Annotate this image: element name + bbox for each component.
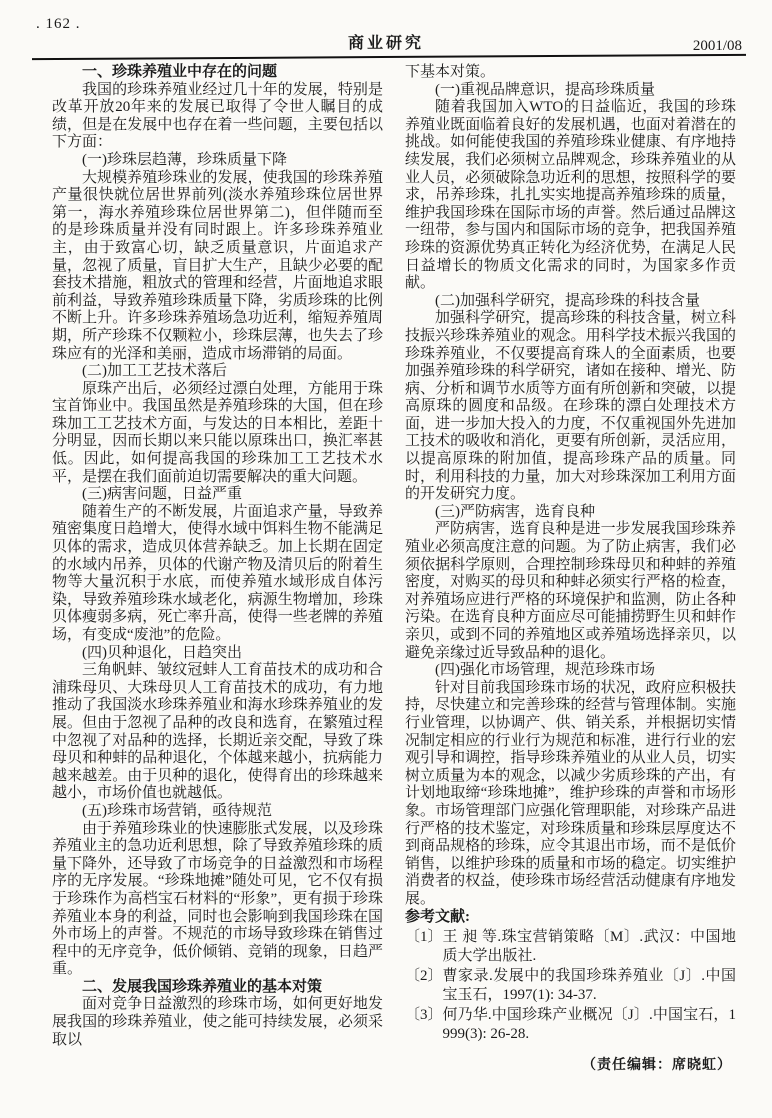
reference-label: 〔2〕: [405, 968, 443, 985]
section-heading: 二、发展我国珍珠养殖业的基本对策: [82, 978, 323, 995]
reference-label: 〔3〕: [405, 1007, 443, 1024]
editor-note: （责任编辑：席晓虹）: [582, 1058, 732, 1074]
subsection-heading: (一)重视品牌意识，提高珍珠质量: [435, 81, 655, 98]
subsection-heading: (五)珍珠市场营销，亟待规范: [82, 802, 272, 819]
paragraph: 原珠产出后，必须经过漂白处理，方能用于珠宝首饰业中。我国虽然是养殖珍珠的大国，但在珍珠加工工艺技术方面，与发达的日本相比，差距十分明显，因而长期以来只能以原珠出口，换汇率甚低。因此，如何提高我国的珍珠加工工艺技术水平，是摆在我们面前迫切需要解决的重大问题。: [52, 380, 383, 485]
issue-label: 2001/08: [692, 38, 742, 54]
left-column: [52, 64, 383, 1110]
journal-title: 商业研究: [347, 35, 424, 52]
reference-item: [405, 967, 736, 1004]
paragraph-continuation: 下基本对策。: [405, 64, 496, 80]
references-heading: 参考文献:: [405, 908, 470, 925]
subsection-heading: (二)加强科学研究，提高珍珠的科技含量: [435, 292, 700, 309]
paragraph: 面对竞争日益激烈的珍珠市场，如何更好地发展我国的珍珠养殖业，使之能可持续发展，必须采取以: [52, 996, 383, 1048]
subsection-heading: (三)严防病害，选育良种: [435, 503, 595, 520]
right-column: [405, 64, 736, 1110]
paragraph: 我国的珍珠养殖业经过几十年的发展，特别是改革开放20年来的发展已取得了令世人瞩目的成绩，但是在发展中也存在着一些问题，主要包括以下方面：: [52, 81, 383, 151]
paragraph: 由于养殖珍珠业的快速膨胀式发展，以及珍珠养殖业主的急功近利思想，除了导致养殖珍珠的质量下降外，还导致了市场竞争的日益激烈和市场程序的无序发展。“珍珠地摊”随处可见，它不仅有损于珍珠作为高档宝石材料的“形象”，更有损于珍珠养殖业本身的利益，同时也会影响到我国珍珠在国外市场上的声誉。不规范的市场导致珍珠在销售过程中的无序竞争，低价倾销、竞销的现象，日趋严重。: [52, 820, 383, 978]
reference-text: 王 昶 等.珠宝营销策略〔M〕.武汉：中国地质大学出版社.: [442, 929, 736, 964]
page-number: . 162 .: [36, 16, 81, 32]
header-divider: [32, 54, 746, 60]
paragraph: 大规模养殖珍珠业的发展，使我国的珍珠养殖产量很快就位居世界前列(淡水养殖珍珠位居世界第一，海水养殖珍珠位居世界第二)，但伴随而至的是珍珠质量并没有同时跟上。许多珍珠养殖业主，由于致富心切，缺乏质量意识，片面追求产量，忽视了质量，盲目扩大生产，且缺少必要的配套技术措施，粗放式的管理和经营，片面地追求眼前利益，导致养殖珍珠质量下降，劣质珍珠的比例不断上升。许多珍珠养殖场急功近利，缩短养殖周期，所产珍珠不仅颗粒小，珍珠层薄，也失去了珍珠应有的光泽和美丽，造成市场滞销的局面。: [52, 169, 383, 362]
subsection-heading: (四)贝种退化，日趋突出: [82, 644, 242, 661]
paragraph: 三角帆蚌、皱纹冠蚌人工育苗技术的成功和合浦珠母贝、大珠母贝人工育苗技术的成功，有力地推动了我国淡水珍珠养殖业和海水珍珠养殖业的发展。但由于忽视了品种的改良和选育，在繁殖过程中忽视了对品种的选择，长期近亲交配，导致了珠母贝和种蚌的品种退化，个体越来越小，抗病能力越来越差。由于贝种的退化，使得育出的珍珠越来越小，市场价值也就越低。: [52, 662, 383, 802]
subsection-heading: (二)加工工艺技术落后: [82, 363, 227, 380]
paragraph: 加强科学研究，提高珍珠的科技含量，树立科技振兴珍珠养殖业的观念。用科学技术振兴我国的珍珠养殖业，不仅要提高育珠人的全面素质，也要加强养殖珍珠的科学研究，诸如在接种、增光、防病、分析和调节水质等方面有所创新和突破，以提高原珠的圆度和品级。在珍珠的漂白处理技术方面，进一步加大投入的力度，不仅重视国外先进加工技术的吸收和消化，更要有所创新，灵活应用，以提高原珠的附加值，提高珍珠产品的质量。同时，利用科技的力量，加大对珍珠深加工利用方面的开发研究力度。: [405, 310, 736, 503]
page-header: [0, 0, 772, 60]
reference-label: 〔1〕: [405, 929, 443, 946]
paragraph: 针对目前我国珍珠市场的状况，政府应积极扶持，尽快建立和完善珍珠的经营与管理体制。实施行业管理，以协调产、供、销关系，并根据切实情况制定相应的行业行为规范和标准，进行行业的宏观引导和调控，指导珍珠养殖业的从业人员，切实树立质量为本的观念，以减少劣质珍珠的产出，有计划地取缔“珍珠地摊”，维护珍珠的声誉和市场形象。市场管理部门应强化管理职能，对珍珠产品进行严格的技术鉴定，对珍珠质量和珍珠层厚度达不到商品规格的珍珠，应令其退出市场，而不是低价销售，以维护珍珠的质量和市场的稳定。切实维护消费者的权益，使珍珠市场经营活动健康有序地发展。: [405, 679, 736, 907]
paragraph: 随着我国加入WTO的日益临近，我国的珍珠养殖业既面临着良好的发展机遇，也面对着潜在的挑战。如何能使我国的养殖珍珠业健康、有序地持续发展，我们必须树立品牌观念，珍珠养殖业的从业人员，必须破除急功近利的思想，按照科学的要求，吊养珍珠，扎扎实实地提高养殖珍珠的质量，维护我国珍珠在国际市场的声誉。然后通过品牌这一纽带，参与国内和国际市场的竞争，把我国养殖珍珠的资源优势真正转化为经济优势，在满足人民日益增长的物质文化需求的同时，为国家多作贡献。: [405, 99, 736, 292]
paragraph: 严防病害，选育良种是进一步发展我国珍珠养殖业必须高度注意的问题。为了防止病害，我们必须依据科学原则，合理控制珍珠母贝和种蚌的养殖密度，对购买的母贝和种蚌必须实行严格的检查，对养殖场应进行严格的环境保护和监测，防止各种污染。在选育良种方面应尽可能捕捞野生贝和蚌作亲贝，或到不同的养殖地区或养殖场选择亲贝，以避免亲缘过近导致品种的退化。: [405, 521, 736, 661]
reference-item: [405, 1006, 736, 1043]
reference-text: 曹家录.发展中的我国珍珠养殖业〔J〕.中国宝玉石，1997(1): 34-37.: [442, 968, 736, 1003]
article-body: [52, 64, 736, 1110]
paragraph: 随着生产的不断发展，片面追求产量，导致养殖密集度日趋增大，使得水域中饵料生物不能满足贝体的需求，造成贝体营养缺乏。加上长期在固定的水域内吊养，贝体的代谢产物及清贝后的附着生物等大量沉积于水底，而使养殖水域形成自体污染，导致养殖珍珠水域老化，病源生物增加，珍珠贝体瘦弱多病，死亡率升高，使得一些老牌的养殖场，有变成“废池”的危险。: [52, 503, 383, 643]
reference-item: [405, 928, 736, 965]
section-heading: 一、珍珠养殖业中存在的问题: [82, 64, 278, 80]
subsection-heading: (三)病害问题，日益严重: [82, 486, 242, 503]
subsection-heading: (四)强化市场管理，规范珍珠市场: [435, 662, 655, 679]
reference-text: 何乃华.中国珍珠产业概况〔J〕.中国宝石，1999(3): 26-28.: [442, 1007, 736, 1042]
subsection-heading: (一)珍珠层趋薄，珍珠质量下降: [82, 151, 287, 168]
